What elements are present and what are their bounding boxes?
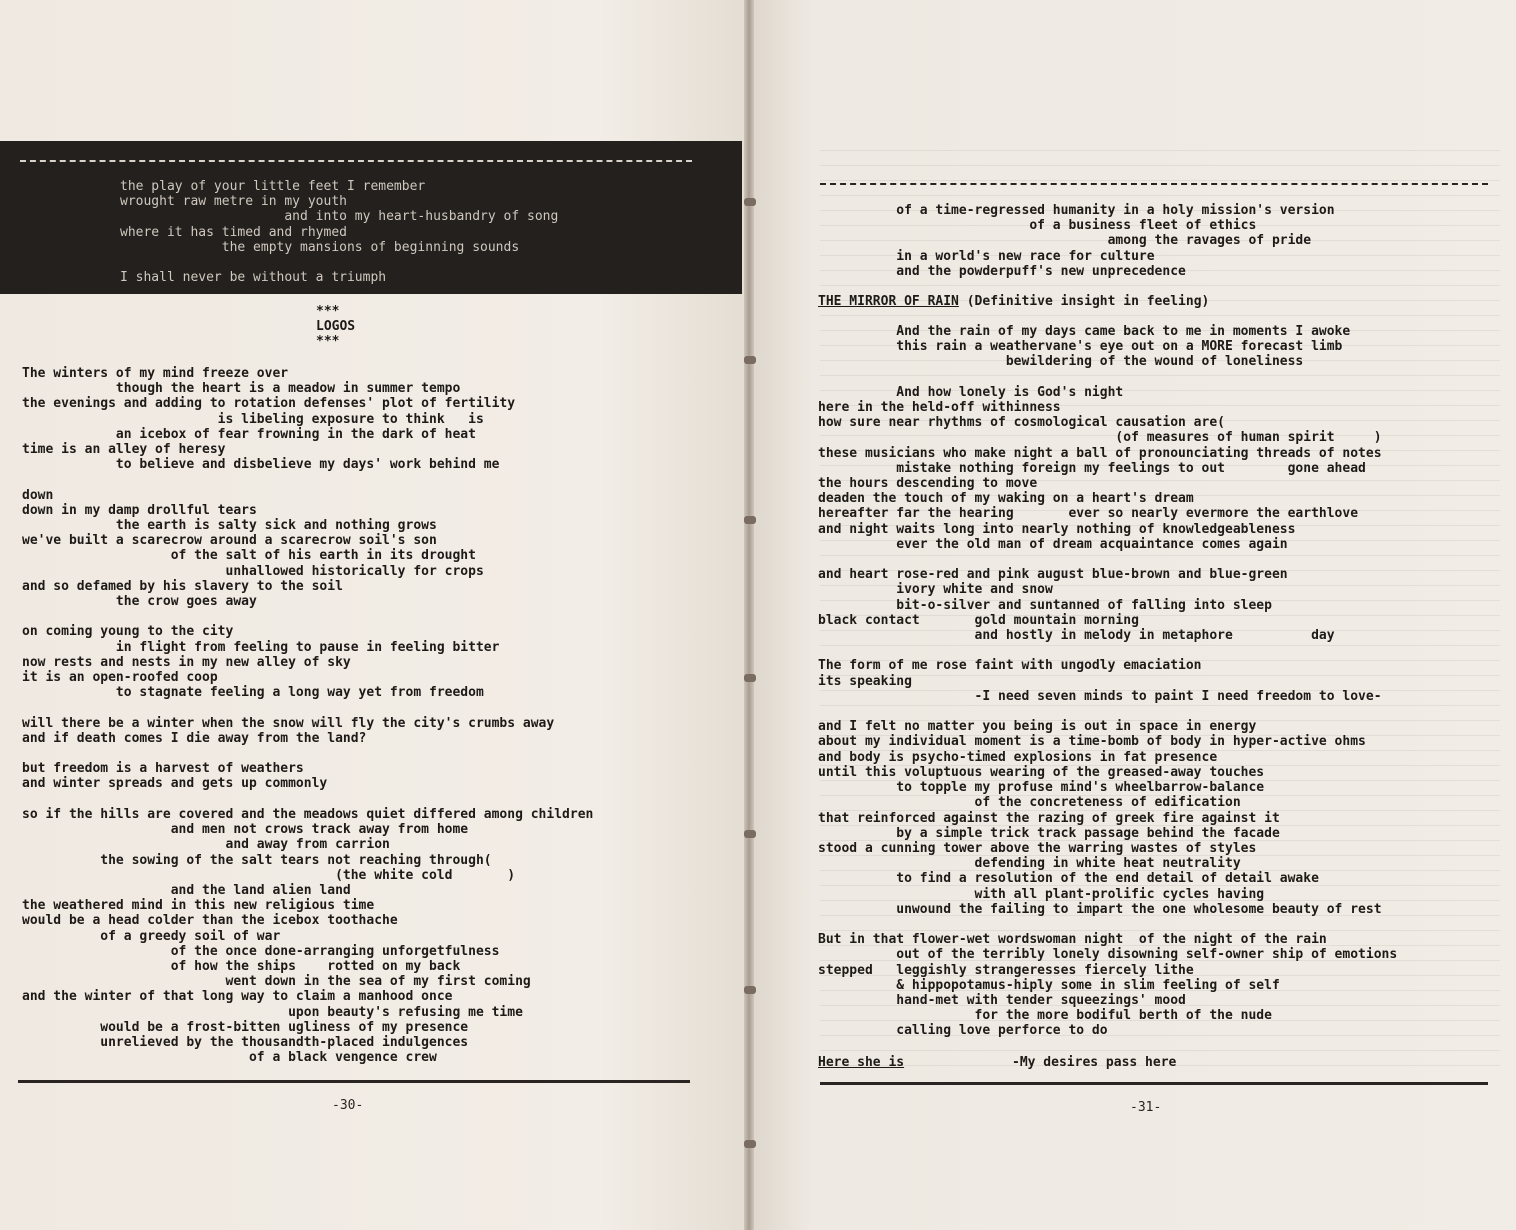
separator-bottom: ***	[316, 334, 340, 349]
binding-stitch	[744, 1140, 756, 1148]
left-page	[0, 0, 748, 1230]
book-gutter	[744, 0, 754, 1230]
section-title-mirror-of-rain: THE MIRROR OF RAIN	[818, 294, 959, 309]
boxed-excerpt-text: the play of your little feet I remember wrought raw metre in my youth and into my heart-husbandry of song where it has timed and rhymed the empty mansions of beginning sounds I shall never be without a triumph	[120, 179, 559, 286]
closing-my-desires: -My desires pass here	[1012, 1055, 1177, 1070]
bottom-rule-left	[18, 1080, 690, 1083]
logos-poem-body: The winters of my mind freeze over though the heart is a meadow in summer tempo the evenings and adding to rotation defenses' plot of fertility is libeling exposure to think is an icebox of fear frowning in the dark of heat time is an alley of heresy to believe and disbelieve my days' work behind me down down in my damp drollful tears the earth is salty sick and nothing grows we've built a scarecrow around a scarecrow soil's son of the salt of his earth in its drought unhallowed historically for crops and so defamed by his slavery to the soil the crow goes away on coming young to the city in flight from feeling to pause in feeling bitter now rests and nests in my new alley of sky it is an open-roofed coop to stagnate feeling a long way yet from freedom will there be a winter when the snow will fly the city's crumbs away and if death comes I die away from the land? but freedom is a harvest of weathers and winter spreads and gets up commonly so if the hills are covered and the meadows quiet differed among children and men not crows track away from home and away from carrion the sowing of the salt tears not reaching through( (the white cold ) and the land alien land the weathered mind in this new religious time would be a head colder than the icebox toothache of a greedy soil of war of the once done-arranging unforgetfulness of how the ships rotted on my back went down in the sea of my first coming and the winter of that long way to claim a manhood once upon beauty's refusing me time would be a frost-bitten ugliness of my presence unrelieved by the thousandth-placed indulgences of a black vengence crew	[22, 366, 594, 1066]
boxed-excerpt-panel	[0, 141, 742, 294]
binding-stitch	[744, 986, 756, 994]
binding-stitch	[744, 674, 756, 682]
section-heading	[818, 294, 1209, 309]
poem-title-logos: LOGOS	[316, 319, 356, 334]
binding-stitch	[744, 830, 756, 838]
separator-top: ***	[316, 304, 340, 319]
mirror-of-rain-body: And the rain of my days came back to me in moments I awoke this rain a weathervane's eye out on a MORE forecast limb bewildering of the wound of loneliness And how lonely is God's night here in the held-off withinness how sure near rhythms of cosmological causation are( (of measures of human spirit ) these musicians who make night a ball of pronounciating threads of notes mistake nothing foreign my feelings to out gone ahead the hours descending to move deaden the touch of my waking on a heart's dream hereafter far the hearing ever so nearly evermore the earthlove and night waits long into nearly nothing of knowledgeableness ever the old man of dream acquaintance comes again and heart rose-red and pink august blue-brown and blue-green ivory white and snow bit-o-silver and suntanned of falling into sleep black contact gold mountain morning and hostly in melody in metaphore day The form of me rose faint with ungodly emaciation its speaking -I need seven minds to paint I need freedom to love- and I felt no matter you being is out in space in energy about my individual moment is a time-bomb of body in hyper-active ohms and body is psycho-timed explosions in fat presence until this voluptuous wearing of the greased-away touches to topple my profuse mind's wheelbarrow-balance of the concreteness of edification that reinforced against the razing of greek fire against it by a simple trick track passage behind the facade stood a cunning tower above the warring wastes of styles defending in white heat neutrality to find a resolution of the end detail of detail awake with all plant-prolific cycles having unwound the failing to impart the one wholesome beauty of rest But in that flower-wet wordswoman night of the night of the rain out of the terribly lonely disowning self-owner ship of emotions stepped leggishly strangeresses fiercely lithe & hippopotamus-hiply some in slim feeling of self hand-met with tender squeezings' mood for the more bodiful berth of the nude calling love perforce to do	[818, 324, 1398, 1039]
bottom-rule-right	[820, 1082, 1488, 1085]
intro-lines: of a time-regressed humanity in a holy mission's version of a business fleet of ethics among the ravages of pride in a world's new race for culture and the powderpuff's new unprecedence	[896, 203, 1335, 279]
binding-stitch	[744, 198, 756, 206]
section-subtitle: (Definitive insight in feeling)	[958, 294, 1210, 309]
page-number-left: -30-	[332, 1098, 364, 1113]
top-rule-right	[820, 183, 1488, 185]
binding-stitch	[744, 356, 756, 364]
box-dashed-rule	[20, 160, 692, 162]
binding-stitch	[744, 516, 756, 524]
page-number-right: -31-	[1130, 1100, 1162, 1115]
closing-here-she-is: Here she is	[818, 1055, 905, 1070]
